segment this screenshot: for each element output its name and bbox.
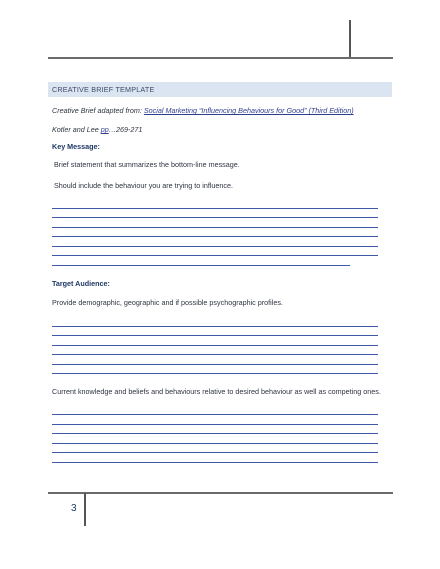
answer-line[interactable] xyxy=(52,373,378,374)
answer-line[interactable] xyxy=(52,335,378,336)
header-vertical-rule xyxy=(349,20,351,58)
template-title: CREATIVE BRIEF TEMPLATE xyxy=(48,82,392,97)
answer-line[interactable] xyxy=(52,217,378,218)
answer-line[interactable] xyxy=(52,414,378,415)
author-pp-link[interactable]: pp xyxy=(100,125,109,134)
answer-line[interactable] xyxy=(52,265,350,266)
footer-vertical-rule xyxy=(84,493,86,526)
source-line xyxy=(52,106,354,115)
key-message-line1: Brief statement that summarizes the bottom-line message. xyxy=(54,160,240,169)
source-prefix: Creative Brief adapted from: xyxy=(52,106,144,115)
answer-line[interactable] xyxy=(52,364,378,365)
answer-line[interactable] xyxy=(52,462,378,463)
answer-line[interactable] xyxy=(52,227,378,228)
target-audience-prompt1: Provide demographic, geographic and if possible psychographic profiles. xyxy=(52,298,283,307)
author-line xyxy=(52,125,142,134)
author-prefix: Kotler and Lee xyxy=(52,125,101,134)
answer-line[interactable] xyxy=(52,236,378,237)
answer-line[interactable] xyxy=(52,345,378,346)
source-title-link[interactable]: Social Marketing “Influencing Behaviours for Good” (Third Edition) xyxy=(143,106,354,115)
key-message-heading: Key Message: xyxy=(52,142,100,151)
key-message-line2: Should include the behaviour you are trying to influence. xyxy=(54,181,234,190)
answer-line[interactable] xyxy=(52,443,378,444)
answer-line[interactable] xyxy=(52,452,378,453)
answer-line[interactable] xyxy=(52,433,378,434)
author-pages: …269-271 xyxy=(108,125,143,134)
answer-line[interactable] xyxy=(52,326,378,327)
answer-line[interactable] xyxy=(52,255,378,256)
answer-line[interactable] xyxy=(52,246,378,247)
answer-line[interactable] xyxy=(52,424,378,425)
header-horizontal-rule xyxy=(48,57,393,59)
footer-horizontal-rule xyxy=(48,492,393,494)
answer-line[interactable] xyxy=(52,208,378,209)
target-audience-heading: Target Audience: xyxy=(52,279,110,288)
target-audience-prompt2: Current knowledge and beliefs and behaviours relative to desired behaviour as well as competing ones. xyxy=(52,387,381,396)
page-number: 3 xyxy=(71,503,77,514)
answer-line[interactable] xyxy=(52,354,378,355)
